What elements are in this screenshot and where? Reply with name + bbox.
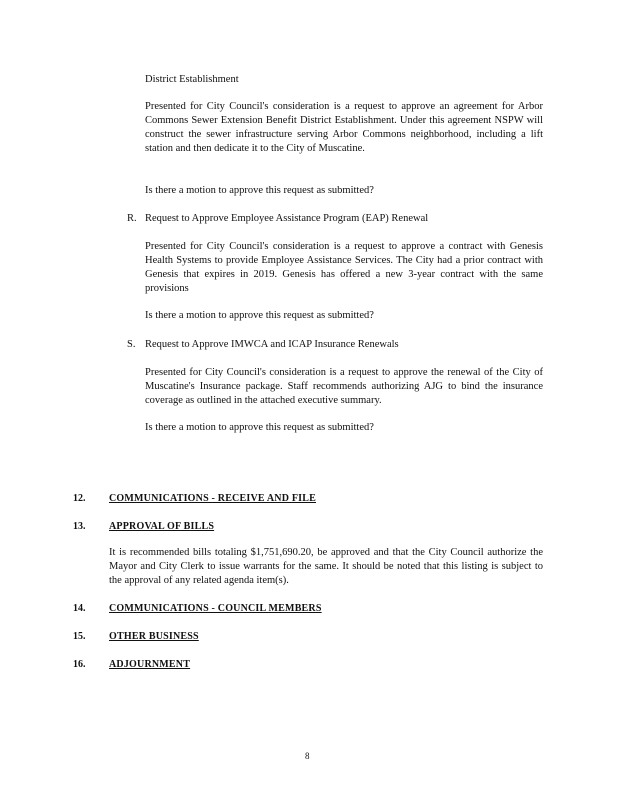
item-motion-question: Is there a motion to approve this request as submitted? — [145, 310, 374, 321]
item-body-eap: Presented for City Council's consideration is a request to approve a contract with Genesis Health Systems to provide Employee Assistance Services. The City had a prior contract with Genesis that expires in 2019. Genesis has offered a new 3-year contract with the same provisions — [145, 241, 543, 294]
section-number-16: 16. — [73, 659, 86, 670]
section-body-approval-of-bills: It is recommended bills totaling $1,751,690.20, be approved and that the City Council authorize the Mayor and City Clerk to issue warrants for the same. It should be noted that this listing is subject to the approval of any related agenda item(s). — [109, 547, 543, 586]
page-number: 8 — [305, 751, 310, 761]
section-heading-communications-council-members: COMMUNICATIONS - COUNCIL MEMBERS — [109, 603, 322, 614]
section-number-13: 13. — [73, 521, 86, 532]
section-number-15: 15. — [73, 631, 86, 642]
item-motion-question: Is there a motion to approve this request as submitted? — [145, 422, 374, 433]
section-number-12: 12. — [73, 493, 86, 504]
section-heading-communications-receive-file: COMMUNICATIONS - RECEIVE AND FILE — [109, 493, 316, 504]
item-body-arbor-commons: Presented for City Council's consideration is a request to approve an agreement for Arbor Commons Sewer Extension Benefit District Establishment. Under this agreement NSPW will construct the sewer infrastructure serving Arbor Commons neighborhood, including a lift station and then dedicate it to the City of Muscatine. — [145, 101, 543, 154]
item-body-insurance: Presented for City Council's consideration is a request to approve the renewal of the City of Muscatine's Insurance package. Staff recommends authorizing AJG to bind the insurance coverage as outlined in the attached executive summary. — [145, 367, 543, 406]
item-title-insurance-renewals: Request to Approve IMWCA and ICAP Insurance Renewals — [145, 339, 399, 350]
section-heading-adjournment: ADJOURNMENT — [109, 659, 191, 670]
section-heading-other-business: OTHER BUSINESS — [109, 631, 199, 642]
item-motion-question: Is there a motion to approve this request as submitted? — [145, 185, 374, 196]
item-letter-r: R. — [127, 213, 137, 224]
item-letter-s: S. — [127, 339, 136, 350]
item-title-tail: District Establishment — [145, 74, 239, 85]
item-title-eap-renewal: Request to Approve Employee Assistance Program (EAP) Renewal — [145, 213, 429, 224]
section-number-14: 14. — [73, 603, 86, 614]
section-heading-approval-of-bills: APPROVAL OF BILLS — [109, 521, 215, 532]
